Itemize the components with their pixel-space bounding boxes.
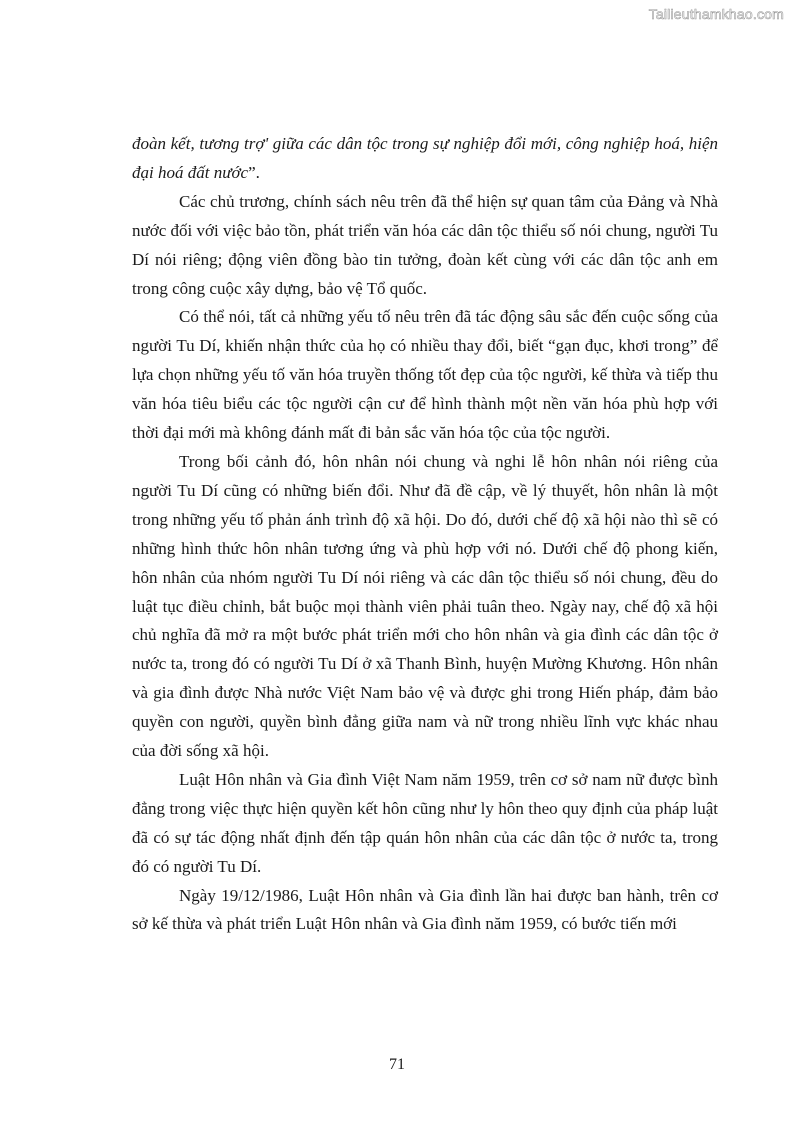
paragraph: Ngày 19/12/1986, Luật Hôn nhân và Gia đình lần hai được ban hành, trên cơ sở kế thừa và phát triển Luật Hôn nhân và Gia đình năm 1959, có bước tiến mới [132, 885, 718, 934]
paragraph: Trong bối cảnh đó, hôn nhân nói chung và nghi lễ hôn nhân nói riêng của người Tu Dí cũng có những biến đổi. Như đã đề cập, về lý thuyết, hôn nhân là một trong những yếu tố phản ánh trình độ xã hội. Do đó, dưới chế độ xã hội nào thì sẽ có những hình thức hôn nhân tương ứng và phù hợp với nó. Dưới chế độ phong kiến, hôn nhân của nhóm người Tu Dí nói riêng và các dân tộc thiểu số nói chung, đều do luật tục điều chỉnh, bắt buộc mọi thành viên phải tuân theo. Ngày nay, chế độ xã hội chủ nghĩa đã mở ra một bước phát triển mới cho hôn nhân và gia đình các dân tộc ở nước ta, trong đó có người Tu Dí ở xã Thanh Bình, huyện Mường Khương. Hôn nhân và gia đình được Nhà nước Việt Nam bảo vệ và được ghi trong Hiến pháp, đảm bảo quyền con người, quyền bình đẳng giữa nam và nữ trong nhiều lĩnh vực khác nhau của đời sống xã hội. [132, 451, 718, 761]
opening-closing-quote: ”. [248, 162, 260, 182]
opening-italic-text: đoàn kết, tương trợ' giữa các dân tộc trong sự nghiệp đổi mới, công nghiệp hoá, hiện đại hoá đất nước [132, 134, 718, 182]
paragraph: Luật Hôn nhân và Gia đình Việt Nam năm 1959, trên cơ sở nam nữ được bình đẳng trong việc thực hiện quyền kết hôn cũng như ly hôn theo quy định của pháp luật đã có sự tác động nhất định đến tập quán hôn nhân của các dân tộc ở nước ta, trong đó có người Tu Dí. [132, 769, 718, 876]
opening-paragraph [132, 130, 718, 188]
page-number: 71 [389, 1056, 405, 1073]
page-body [132, 130, 718, 939]
paragraph: Có thể nói, tất cả những yếu tố nêu trên đã tác động sâu sắc đến cuộc sống của người Tu Dí, khiến nhận thức của họ có nhiều thay đổi, biết “gạn đục, khơi trong” để lựa chọn những yếu tố văn hóa truyền thống tốt đẹp của tộc người, kế thừa và tiếp thu văn hóa tiêu biểu các tộc người cận cư để hình thành một nền văn hóa phù hợp với thời đại mới mà không đánh mất đi bản sắc văn hóa tộc của tộc người. [132, 307, 718, 443]
watermark: Tailieuthamkhao.com [648, 6, 784, 22]
paragraph: Các chủ trương, chính sách nêu trên đã thể hiện sự quan tâm của Đảng và Nhà nước đối với việc bảo tồn, phát triển văn hóa các dân tộc thiểu số nói chung, người Tu Dí nói riêng; động viên đồng bào tin tưởng, đoàn kết cùng với các dân tộc anh em trong công cuộc xây dựng, bảo vệ Tổ quốc. [132, 191, 718, 298]
